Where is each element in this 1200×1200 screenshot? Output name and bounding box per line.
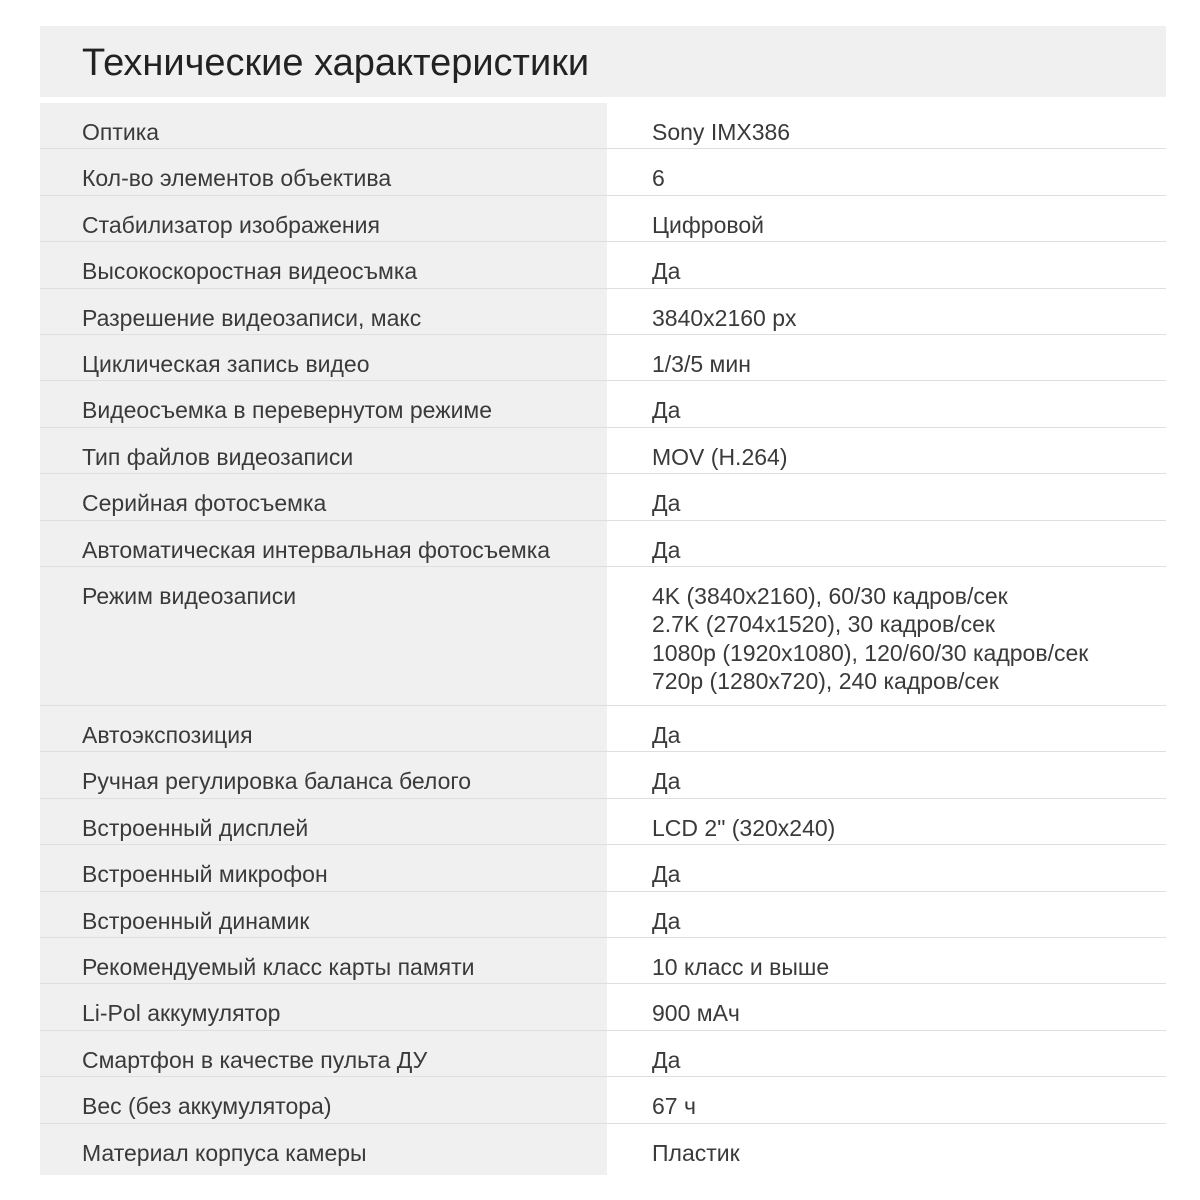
video-mode-line: 2.7K (2704x1520), 30 кадров/сек [652, 611, 995, 638]
spec-value: Цифровой [652, 211, 764, 238]
video-mode-line: 4K (3840x2160), 60/30 кадров/сек [652, 582, 1008, 609]
spec-row-optics [40, 103, 1166, 149]
spec-row-max-resolution [40, 289, 1166, 335]
spec-label: Встроенный дисплей [82, 814, 309, 841]
spec-value: 6 [652, 165, 665, 192]
spec-row-interval-photo [40, 521, 1166, 567]
video-mode-line: 720p (1280x720), 240 кадров/сек [652, 668, 999, 695]
video-mode-line: 1080p (1920x1080), 120/60/30 кадров/сек [652, 639, 1089, 666]
spec-label: Циклическая запись видео [82, 350, 370, 377]
spec-value: Пластик [652, 1139, 740, 1166]
spec-label: Оптика [82, 119, 160, 145]
spec-label: Режим видеозаписи [82, 582, 297, 609]
spec-row-burst-photo [40, 474, 1166, 520]
spec-label: Встроенный динамик [82, 907, 310, 934]
spec-row-microphone [40, 845, 1166, 891]
spec-value: Да [652, 768, 681, 795]
spec-label: Рекомендуемый класс карты памяти [82, 954, 475, 981]
spec-label: Кол-во элементов объектива [82, 165, 392, 192]
spec-label: Стабилизатор изображения [82, 211, 380, 238]
header [40, 26, 1166, 97]
spec-row-upside-down-mode [40, 381, 1166, 427]
spec-value: 67 ч [652, 1093, 696, 1120]
spec-label: Материал корпуса камеры [82, 1139, 367, 1166]
spec-row-display [40, 799, 1166, 845]
spec-label: Видеосъемка в перевернутом режиме [82, 397, 493, 424]
spec-label: Вес (без аккумулятора) [82, 1093, 332, 1120]
spec-row-speaker [40, 892, 1166, 938]
spec-value: Да [652, 536, 681, 563]
spec-row-video-modes [40, 567, 1166, 706]
spec-value: Да [652, 907, 681, 934]
spec-row-memory-card [40, 938, 1166, 984]
spec-value: MOV (H.264) [652, 443, 788, 470]
spec-value: 900 мАч [652, 1000, 740, 1027]
spec-row-loop-recording [40, 335, 1166, 381]
spec-table [40, 103, 1166, 1173]
spec-value: Да [652, 1046, 681, 1073]
spec-label: Серийная фотосъемка [82, 490, 327, 517]
page-title: Технические характеристики [82, 42, 590, 84]
spec-value: Да [652, 397, 681, 424]
spec-row-high-speed-video [40, 242, 1166, 288]
spec-value: 3840x2160 px [652, 304, 797, 331]
spec-value: Да [652, 861, 681, 888]
spec-value: 10 класс и выше [652, 954, 830, 981]
spec-row-white-balance [40, 752, 1166, 798]
spec-label: Автоматическая интервальная фотосъемка [82, 536, 551, 563]
spec-label: Автоэкспозиция [82, 722, 253, 749]
spec-value: Да [652, 490, 681, 517]
spec-label: Li-Pol аккумулятор [82, 1000, 281, 1027]
spec-value: LCD 2" (320x240) [652, 814, 836, 841]
spec-row-body-material [40, 1124, 1166, 1173]
spec-value: Да [652, 722, 681, 749]
spec-row-battery [40, 984, 1166, 1030]
spec-value: Sony IMX386 [652, 119, 791, 145]
spec-row-lens-elements [40, 149, 1166, 195]
spec-label: Смартфон в качестве пульта ДУ [82, 1046, 428, 1073]
spec-label: Высокоскоростная видеосъмка [82, 258, 418, 285]
spec-row-video-file-type [40, 428, 1166, 474]
spec-value: 1/3/5 мин [652, 350, 751, 377]
spec-label: Тип файлов видеозаписи [82, 443, 354, 470]
spec-row-smartphone-remote [40, 1031, 1166, 1077]
spec-label: Ручная регулировка баланса белого [82, 768, 472, 795]
spec-value-multiline [652, 582, 1088, 696]
spec-row-stabilizer [40, 196, 1166, 242]
spec-value: Да [652, 258, 681, 285]
spec-row-auto-exposure [40, 706, 1166, 752]
spec-label: Встроенный микрофон [82, 861, 328, 888]
spec-row-weight [40, 1077, 1166, 1123]
spec-label: Разрешение видеозаписи, макс [82, 304, 422, 331]
